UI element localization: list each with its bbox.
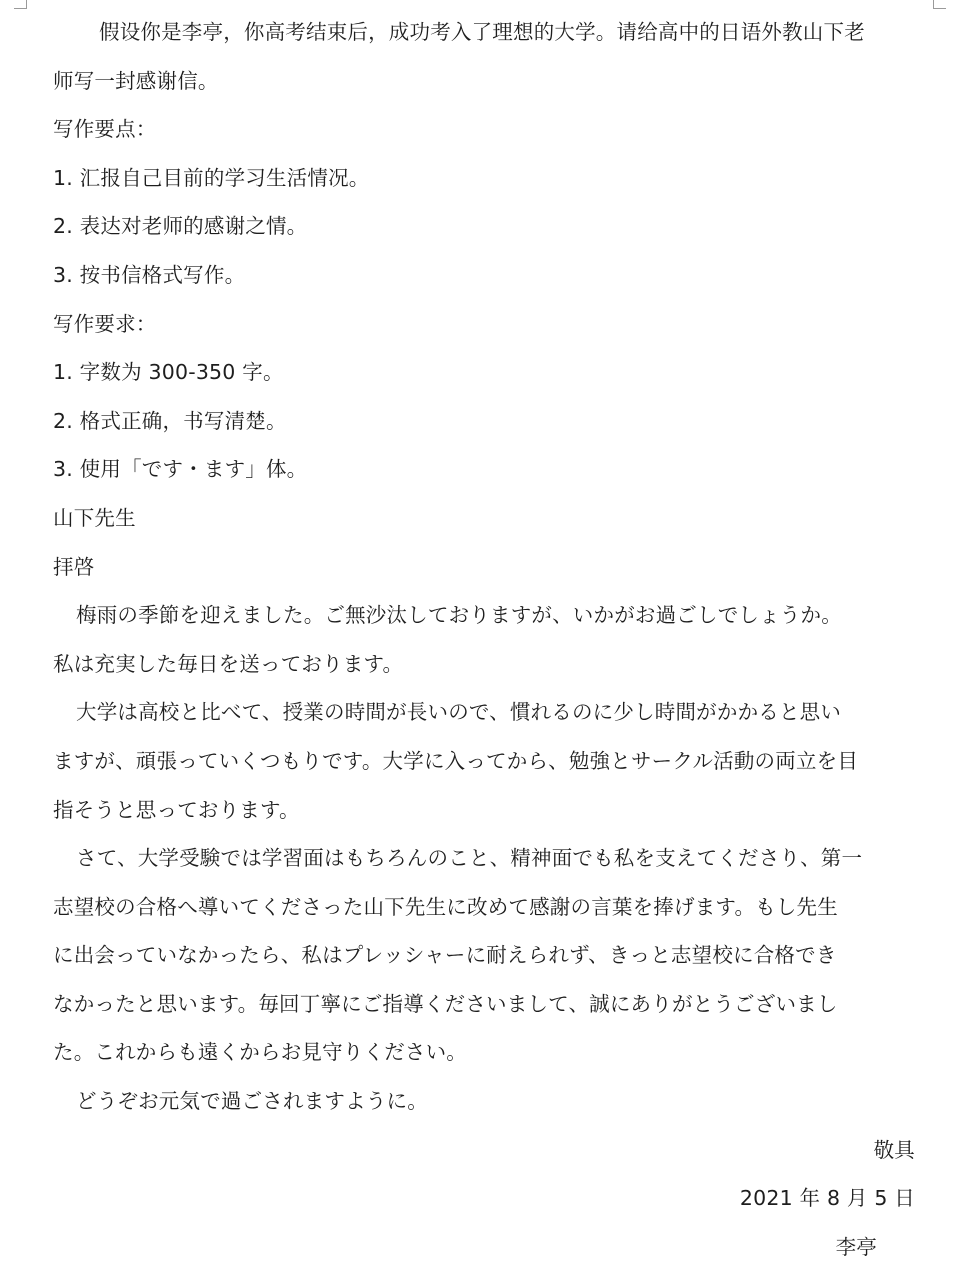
requirements-heading: 写作要求： <box>53 311 157 336</box>
document-body <box>53 12 915 1275</box>
letter-line-11: どうぞお元気で過ごされますように。 <box>76 1089 428 1114</box>
point-item-1: 1. 汇报自己目前的学习生活情况。 <box>53 165 370 190</box>
requirement-item-3: 3. 使用「です・ます」体。 <box>53 457 308 482</box>
letter-line-6: さて、大学受験では学習面はもちろんのこと、精神面でも私を支えてくださり、第一 <box>76 846 863 871</box>
points-heading: 写作要点： <box>53 117 157 142</box>
letter-line-5: 指そうと思っております。 <box>53 797 300 822</box>
letter-signature: 李亭 <box>835 1234 877 1259</box>
letter-line-10: た。これからも遠くからお見守りください。 <box>53 1040 467 1065</box>
letter-line-7: 志望校の合格へ導いてくださった山下先生に改めて感謝の言葉を捧げます。もし先生 <box>53 894 838 919</box>
letter-line-2: 私は充実した毎日を送っております。 <box>53 651 404 676</box>
point-item-2: 2. 表达对老师的感谢之情。 <box>53 214 308 239</box>
letter-opening: 拝啓 <box>53 554 95 579</box>
letter-line-4: ますが、頑張っていくつもりです。大学に入ってから、勉強とサークル活動の両立を目 <box>53 748 859 773</box>
letter-salutation: 山下先生 <box>53 505 136 530</box>
letter-line-9: なかったと思います。毎回丁寧にご指導くださいまして、誠にありがとうございまし <box>53 991 838 1016</box>
prompt-intro-line-1: 假设你是李亭，你高考结束后，成功考入了理想的大学。请给高中的日语外教山下老 <box>99 20 865 44</box>
requirement-item-2: 2. 格式正确，书写清楚。 <box>53 408 287 433</box>
requirement-item-1: 1. 字数为 300-350 字。 <box>53 360 284 385</box>
letter-date: 2021 年 8 月 5 日 <box>739 1186 915 1211</box>
letter-line-8: に出会っていなかったら、私はプレッシャーに耐えられず、きっと志望校に合格でき <box>53 943 837 968</box>
page-corner-mark-right <box>933 0 946 9</box>
prompt-intro-line-2: 师写一封感谢信。 <box>53 68 219 93</box>
letter-closing: 敬具 <box>873 1137 915 1162</box>
point-item-3: 3. 按书信格式写作。 <box>53 262 246 287</box>
letter-line-1: 梅雨の季節を迎えました。ご無沙汰しておりますが、いかがお過ごしでしょうか。 <box>76 603 842 628</box>
letter-line-3: 大学は高校と比べて、授業の時間が長いので、慣れるのに少し時間がかかると思い <box>76 700 842 725</box>
page-corner-mark-left <box>14 0 27 9</box>
